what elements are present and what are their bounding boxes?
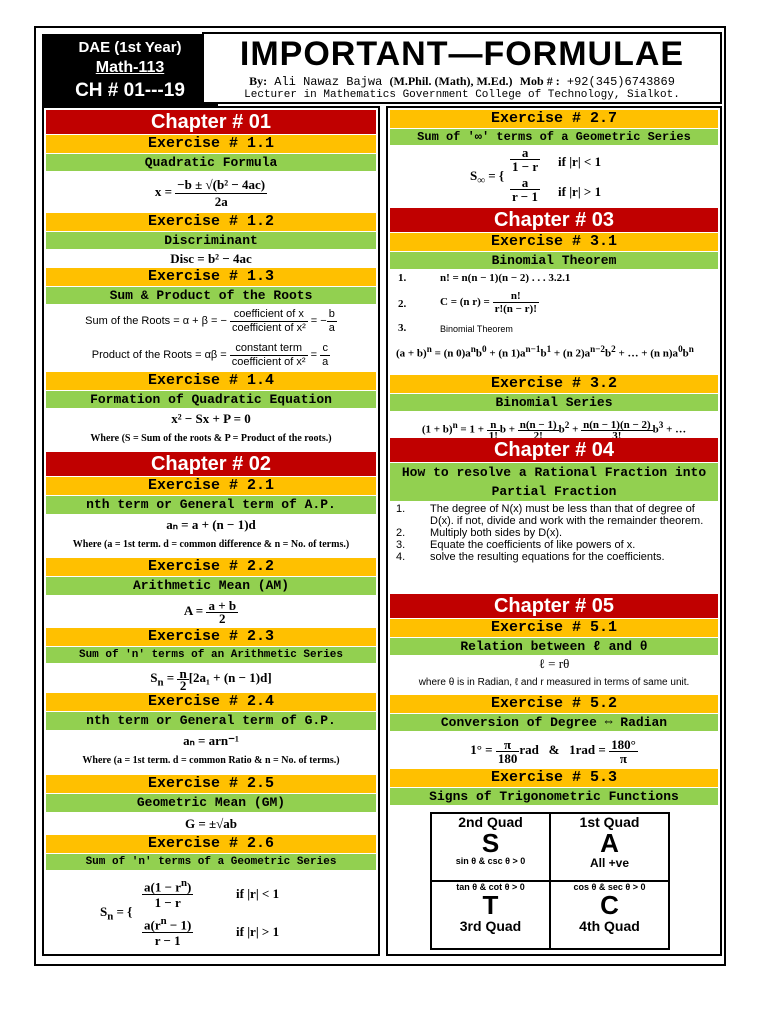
exercise-2-6: Exercise # 2.6 xyxy=(46,835,376,853)
product-denominator: coefficient of x² xyxy=(231,355,306,368)
formula-product-of-roots: Product of the Roots = αβ = $\frac{\text{constant term}}{\text{coefficient of x²}}$ = $\frac{c}{a}$ xyxy=(46,338,376,372)
quadrant-4-letter: C xyxy=(600,890,619,920)
exercise-2-1: Exercise # 2.1 xyxy=(46,477,376,495)
sum-denominator: coefficient of x² xyxy=(231,321,306,334)
quadrant-4-note: cos θ & sec θ > 0 xyxy=(573,882,646,892)
step-3: 3. Equate the coefficients of like powers of x. xyxy=(396,539,636,551)
formula-degree-radian: 1° = $\frac{\pi}{180}$ rad & 1rad = $\frac{180^\circ}{\pi}$ xyxy=(390,732,718,768)
page-title: IMPORTANT—FORMULAE xyxy=(239,35,685,73)
sum-arithmetic-bracket: [2a₁ + (n − 1)d] xyxy=(188,670,272,685)
quadrant-4-name: 4th Quad xyxy=(579,918,640,934)
note-nth-term-gp: Where (a = 1st term. d = common Ratio & n = No. of terms.) xyxy=(46,752,376,770)
left-column xyxy=(42,106,380,956)
step-2: 2. Multiply both sides by D(x). xyxy=(396,527,563,539)
topic-sum-geometric-series: Sum of 'n' terms of a Geometric Series xyxy=(46,854,376,870)
partial-fraction-steps xyxy=(390,503,718,591)
quadrant-2-letter: S xyxy=(481,828,500,858)
formula-sheet xyxy=(34,26,726,966)
sum-numerator: coefficient of x xyxy=(230,308,308,322)
quadrant-3-note: tan θ & cot θ > 0 xyxy=(456,882,525,892)
topic-binomial-series: Binomial Series xyxy=(390,394,718,411)
chapter-2-heading: Chapter # 02 xyxy=(46,452,376,476)
quadrant-1-name: 1st Quad xyxy=(579,814,640,830)
by-label: By: xyxy=(249,74,268,88)
topic-formation-quadratic: Formation of Quadratic Equation xyxy=(46,391,376,408)
exercise-5-1: Exercise # 5.1 xyxy=(390,619,718,637)
step-4: 4. solve the resulting equations for the coefficients. xyxy=(396,551,665,563)
step-1: 1. The degree of N(x) must be less than that of degree of D(x). if not, divide and work with the remainder theorem. xyxy=(396,503,704,527)
quadrant-4 xyxy=(551,882,668,948)
quadrant-3 xyxy=(432,882,549,948)
chapter-4-heading: Chapter # 04 xyxy=(390,438,718,462)
topic-nth-term-gp: nth term or General term of G.P. xyxy=(46,712,376,730)
quadrant-1 xyxy=(551,814,668,880)
formula-binomial-theorem: 1. n! = n(n − 1)(n − 2) . . . 3.2.1 2. C = (n r) = $\frac{n!}{r!(n - r)!}$ 3. Binomial Theorem $(a + b)^n = (n$ $0)a^nb^0 + (n$ $1)a^{n-1}b^1 + (n$ $2)a^{n-2}b^2$ + … + (n $n)a^0b^n$ xyxy=(390,270,718,374)
exercise-2-4: Exercise # 2.4 xyxy=(46,693,376,711)
exercise-1-2: Exercise # 1.2 xyxy=(46,213,376,231)
note-nth-term-ap: Where (a = 1st term. d = common difference & n = No. of terms.) xyxy=(46,536,376,554)
topic-discriminant: Discriminant xyxy=(46,232,376,249)
formula-sum-of-roots: Sum of the Roots = α + β = − $\frac{\text{coefficient of x}}{\text{coefficient of x²}}$ = − $\frac{b}{a}$ xyxy=(46,305,376,337)
formula-discriminant: Disc = b² − 4ac xyxy=(46,250,376,268)
chapter-range: CH # 01---19 xyxy=(75,80,185,101)
mobile-label: Mob # : xyxy=(519,74,560,88)
exercise-2-2: Exercise # 2.2 xyxy=(46,558,376,576)
formula-sum-infinite: $S_\infty$ = { $\frac{a}{1 - r}$ $\frac{a}{r - 1}$ if |r| < 1 if |r| > 1 xyxy=(390,146,718,206)
quadrant-1-note: All +ve xyxy=(589,856,630,870)
note-formation: Where (S = Sum of the roots & P = Product of the roots.) xyxy=(46,430,376,448)
exercise-3-1: Exercise # 3.1 xyxy=(390,233,718,251)
formula-factorial: n! = n(n − 1)(n − 2) . . . 3.2.1 xyxy=(440,272,571,284)
condition-r-less-1: if |r| < 1 xyxy=(236,886,280,901)
quadrant-diagram-area xyxy=(390,806,718,952)
quadrant-3-name: 3rd Quad xyxy=(459,918,522,934)
formula-arithmetic-mean: A = $\frac{a + b}{2}$ xyxy=(46,596,376,626)
topic-arithmetic-mean: Arithmetic Mean (AM) xyxy=(46,577,376,595)
author-name: Ali Nawaz Bajwa xyxy=(274,75,383,89)
note-arc-length: where θ is in Radian, ℓ and r measured in terms of same unit. xyxy=(390,674,718,692)
topic-trig-signs: Signs of Trigonometric Functions xyxy=(390,788,718,805)
author-position: Lecturer in Mathematics Government College of Technology, Sialkot. xyxy=(244,89,680,101)
topic-degree-radian: Conversion of Degree ⇔ Radian xyxy=(390,714,718,731)
quadrant-2 xyxy=(432,814,549,880)
mobile-number: +92(345)6743869 xyxy=(566,75,675,89)
exercise-1-3: Exercise # 1.3 xyxy=(46,268,376,286)
chapter-1-heading: Chapter # 01 xyxy=(46,110,376,134)
topic-sum-product-roots: Sum & Product of the Roots xyxy=(46,287,376,304)
formula-nth-term-ap: aₙ = a + (n − 1)d xyxy=(46,516,376,534)
quadrant-diagram xyxy=(430,812,670,950)
formula-sum-geometric: $S_n$ = { $\frac{a(1 - r^n)}{1 - r}$ $\frac{a(r^n - 1)}{r - 1}$ if |r| < 1 if |r| > 1 xyxy=(46,874,376,954)
topic-partial-fraction: How to resolve a Rational Fraction into Partial Fraction xyxy=(390,463,718,501)
quadrant-2-name: 2nd Quad xyxy=(458,814,523,830)
formula-binomial-series: $(1 + b)^n = 1$ + $\frac{n}{1!}$ b + $\frac{n(n - 1)}{2!}$ $b^2$ + $\frac{n(n - 1)(n - 2)}{3!}$ $b^3$ + … xyxy=(390,412,718,438)
course-code: Math-113 xyxy=(95,59,165,76)
topic-quadratic-formula: Quadratic Formula xyxy=(46,154,376,171)
exercise-3-2: Exercise # 3.2 xyxy=(390,375,718,393)
product-roots-label: Product of the Roots = αβ = xyxy=(91,349,227,361)
topic-sum-infinite-series: Sum of '∞' terms of a Geometric Series xyxy=(390,129,718,145)
topic-sum-arithmetic-series: Sum of 'n' terms of an Arithmetic Series xyxy=(46,647,376,663)
condition-r-greater-1: if |r| > 1 xyxy=(236,924,280,939)
formula-geometric-mean: G = ±√ab xyxy=(46,815,376,833)
chapter-3-heading: Chapter # 03 xyxy=(390,208,718,232)
author-qualification: (M.Phil. (Math), M.Ed.) xyxy=(389,74,513,88)
formula-nth-term-gp: aₙ = arn⁻¹ xyxy=(46,732,376,750)
topic-geometric-mean: Geometric Mean (GM) xyxy=(46,794,376,812)
sum-roots-label: Sum of the Roots = α + β = − xyxy=(85,315,227,327)
formula-formation: x² − Sx + P = 0 xyxy=(46,410,376,428)
title-box xyxy=(202,32,722,104)
chapter-5-heading: Chapter # 05 xyxy=(390,594,718,618)
quadrant-1-letter: A xyxy=(600,828,619,858)
formula-arc-length: ℓ = rθ xyxy=(390,656,718,672)
exercise-2-3: Exercise # 2.3 xyxy=(46,628,376,646)
formula-sum-arithmetic: $S_n$ = $\frac{n}{2}$ [2a₁ + (n − 1)d] xyxy=(46,664,376,692)
exercise-2-5: Exercise # 2.5 xyxy=(46,775,376,793)
author-line xyxy=(204,74,720,89)
exercise-2-7: Exercise # 2.7 xyxy=(390,110,718,128)
quadrant-2-note: sin θ & csc θ > 0 xyxy=(455,856,526,866)
quadrant-3-letter: T xyxy=(482,890,499,920)
exercise-5-3: Exercise # 5.3 xyxy=(390,769,718,787)
exercise-1-1: Exercise # 1.1 xyxy=(46,135,376,153)
formula-quadratic: x = $\frac{\text{−b ± √(b² − 4ac)}}{2a}$ xyxy=(46,172,376,212)
binomial-theorem-label: Binomial Theorem xyxy=(440,324,513,334)
topic-arc-length: Relation between ℓ and θ xyxy=(390,638,718,655)
condition-inf-r-greater-1: if |r| > 1 xyxy=(558,184,602,199)
exercise-1-4: Exercise # 1.4 xyxy=(46,372,376,390)
topic-binomial-theorem: Binomial Theorem xyxy=(390,252,718,269)
exercise-5-2: Exercise # 5.2 xyxy=(390,695,718,713)
dae-label: DAE (1st Year) xyxy=(78,39,182,56)
topic-nth-term-ap: nth term or General term of A.P. xyxy=(46,496,376,514)
product-numerator: constant term xyxy=(230,342,308,356)
right-column xyxy=(386,106,722,956)
condition-inf-r-less-1: if |r| < 1 xyxy=(558,154,602,169)
